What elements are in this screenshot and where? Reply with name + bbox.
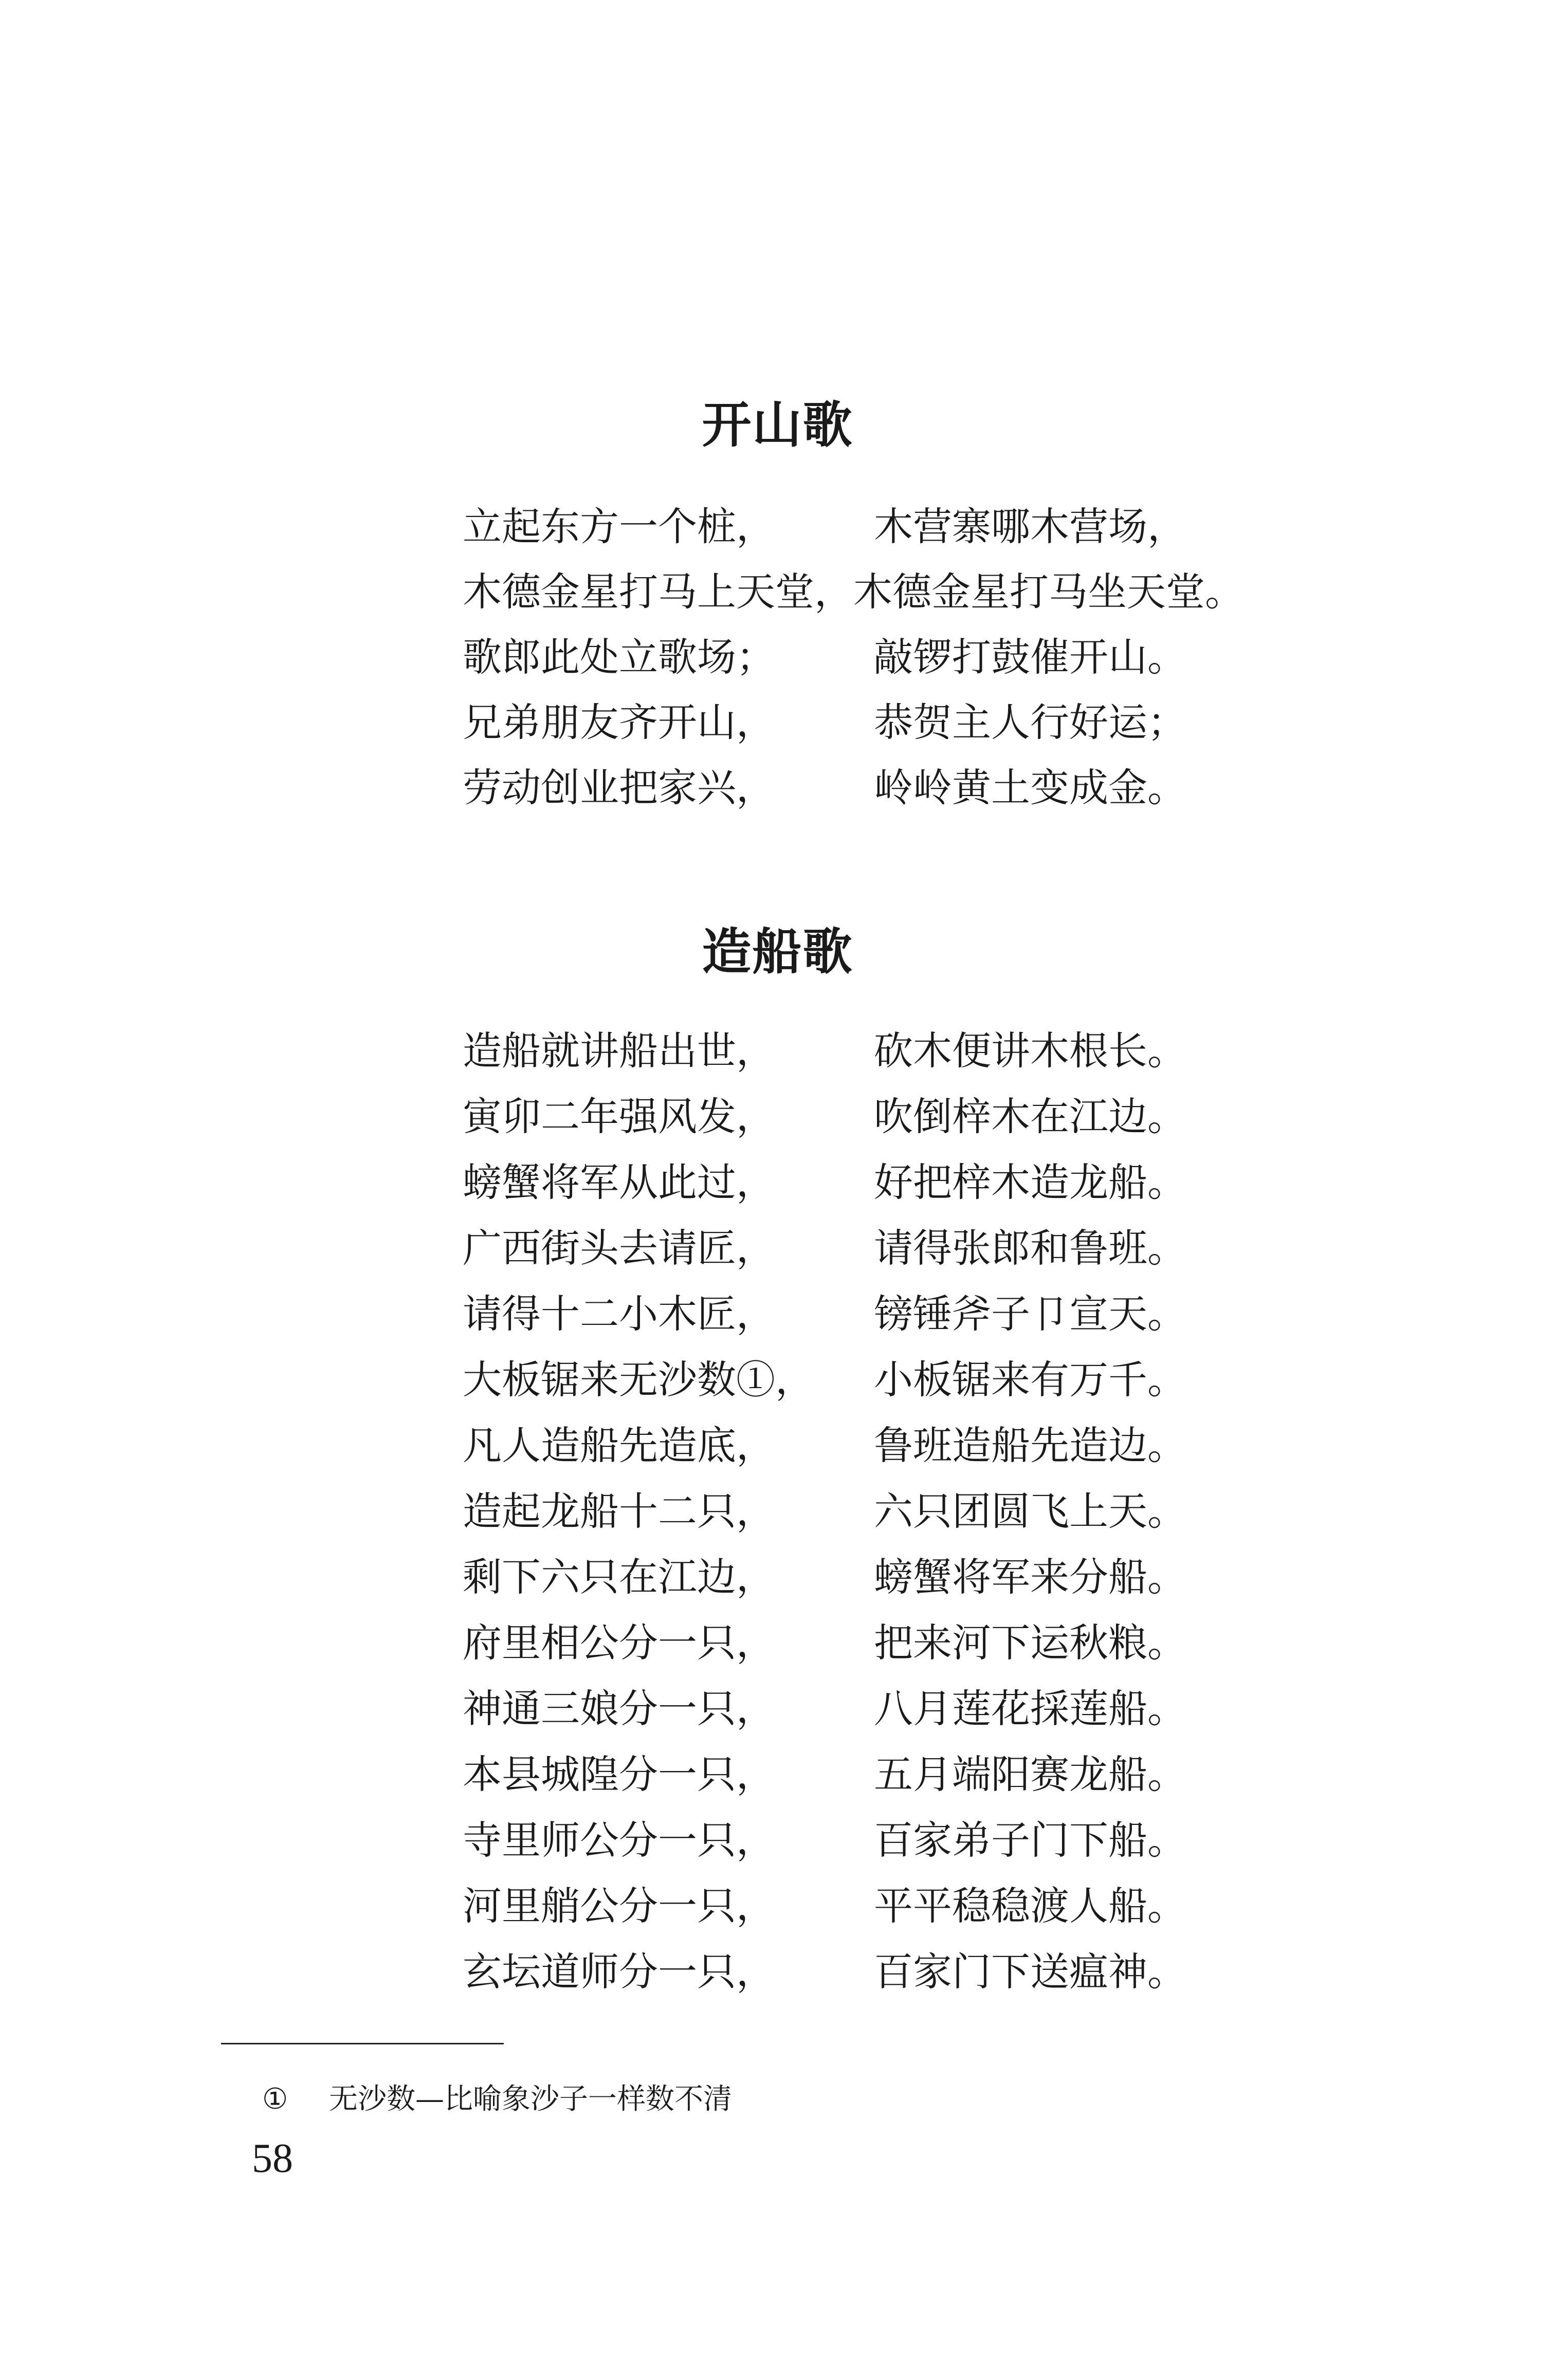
verse-block-zaochuan bbox=[463, 1025, 1337, 2012]
verse-left: 玄坛道师分一只， bbox=[463, 1949, 775, 1995]
verse-row bbox=[463, 501, 1337, 566]
footnote-text: 无沙数—比喻象沙子一样数不清 bbox=[329, 2082, 732, 2116]
verse-left: 河里艄公分一只， bbox=[463, 1883, 775, 1929]
verse-left: 歌郎此处立歌场； bbox=[463, 634, 775, 680]
song-title-kaishan: 开山歌 bbox=[702, 396, 853, 454]
verse-left: 立起东方一个桩， bbox=[463, 504, 775, 549]
page-number: 58 bbox=[252, 2136, 293, 2181]
verse-right: 把来河下运秋粮。 bbox=[874, 1620, 1186, 1666]
verse-left: 剩下六只在江边， bbox=[463, 1554, 775, 1600]
verse-row bbox=[463, 1288, 1337, 1354]
verse-row bbox=[463, 632, 1337, 697]
verse-right: 八月莲花採莲船。 bbox=[874, 1686, 1186, 1731]
verse-left: 寺里师公分一只， bbox=[463, 1817, 775, 1863]
verse-left: 木德金星打马上天堂， bbox=[463, 569, 853, 615]
verse-left: 凡人造船先造底， bbox=[463, 1423, 775, 1468]
verse-left: 本县城隍分一只， bbox=[463, 1751, 775, 1797]
verse-right: 吹倒梓木在江边。 bbox=[874, 1094, 1186, 1139]
footnote-divider bbox=[221, 2043, 504, 2044]
verse-left: 兄弟朋友齐开山， bbox=[463, 699, 775, 745]
verse-left: 造起龙船十二只， bbox=[463, 1488, 775, 1534]
verse-left: 劳动创业把家兴， bbox=[463, 765, 775, 810]
verse-row bbox=[463, 1815, 1337, 1880]
verse-left: 寅卯二年强风发， bbox=[463, 1094, 775, 1139]
verse-left: 神通三娘分一只， bbox=[463, 1686, 775, 1731]
verse-right: 砍木便讲木根长。 bbox=[874, 1028, 1186, 1074]
verse-row bbox=[463, 1025, 1337, 1091]
verse-left: 大板锯来无沙数①， bbox=[463, 1357, 814, 1403]
verse-right: 五月端阳赛龙船。 bbox=[874, 1751, 1186, 1797]
verse-right: 木德金星打马坐天堂。 bbox=[853, 569, 1244, 615]
verse-right: 百家门下送瘟神。 bbox=[874, 1949, 1186, 1995]
song-title-zaochuan: 造船歌 bbox=[702, 923, 853, 981]
verse-right: 百家弟子门下船。 bbox=[874, 1817, 1186, 1863]
verse-row bbox=[463, 1486, 1337, 1552]
verse-row bbox=[463, 1091, 1337, 1157]
verse-row bbox=[463, 1683, 1337, 1749]
verse-right: 鲁班造船先造边。 bbox=[874, 1423, 1186, 1468]
verse-right: 平平稳稳渡人船。 bbox=[874, 1883, 1186, 1929]
verse-row bbox=[463, 1420, 1337, 1486]
verse-right: 镑锤斧子卩宣天。 bbox=[874, 1291, 1186, 1337]
verse-row bbox=[463, 1946, 1337, 2012]
verse-row bbox=[463, 1617, 1337, 1683]
verse-block-kaishan bbox=[463, 501, 1337, 827]
verse-right: 好把梓木造龙船。 bbox=[874, 1159, 1186, 1205]
verse-row bbox=[463, 1749, 1337, 1815]
verse-left: 广西街头去请匠， bbox=[463, 1225, 775, 1271]
verse-row bbox=[463, 1880, 1337, 1946]
verse-row bbox=[463, 1552, 1337, 1617]
verse-row bbox=[463, 697, 1337, 762]
verse-left: 造船就讲船出世， bbox=[463, 1028, 775, 1074]
verse-right: 敲锣打鼓催开山。 bbox=[874, 634, 1186, 680]
verse-right: 六只团圆飞上天。 bbox=[874, 1488, 1186, 1534]
verse-left: 府里相公分一只， bbox=[463, 1620, 775, 1666]
verse-right: 岭岭黄土变成金。 bbox=[874, 765, 1186, 810]
verse-row bbox=[463, 566, 1337, 632]
verse-right: 木营寨哪木营场， bbox=[874, 504, 1186, 549]
verse-right: 小板锯来有万千。 bbox=[874, 1357, 1186, 1403]
verse-right: 恭贺主人行好运； bbox=[874, 699, 1186, 745]
verse-left: 请得十二小木匠， bbox=[463, 1291, 775, 1337]
verse-right: 请得张郎和鲁班。 bbox=[874, 1225, 1186, 1271]
verse-row bbox=[463, 762, 1337, 827]
verse-row bbox=[463, 1157, 1337, 1223]
verse-right: 螃蟹将军来分船。 bbox=[874, 1554, 1186, 1600]
verse-row bbox=[463, 1354, 1337, 1420]
footnote-marker: ① bbox=[262, 2082, 288, 2116]
verse-row bbox=[463, 1223, 1337, 1288]
verse-left: 螃蟹将军从此过， bbox=[463, 1159, 775, 1205]
footnote bbox=[262, 2079, 732, 2120]
